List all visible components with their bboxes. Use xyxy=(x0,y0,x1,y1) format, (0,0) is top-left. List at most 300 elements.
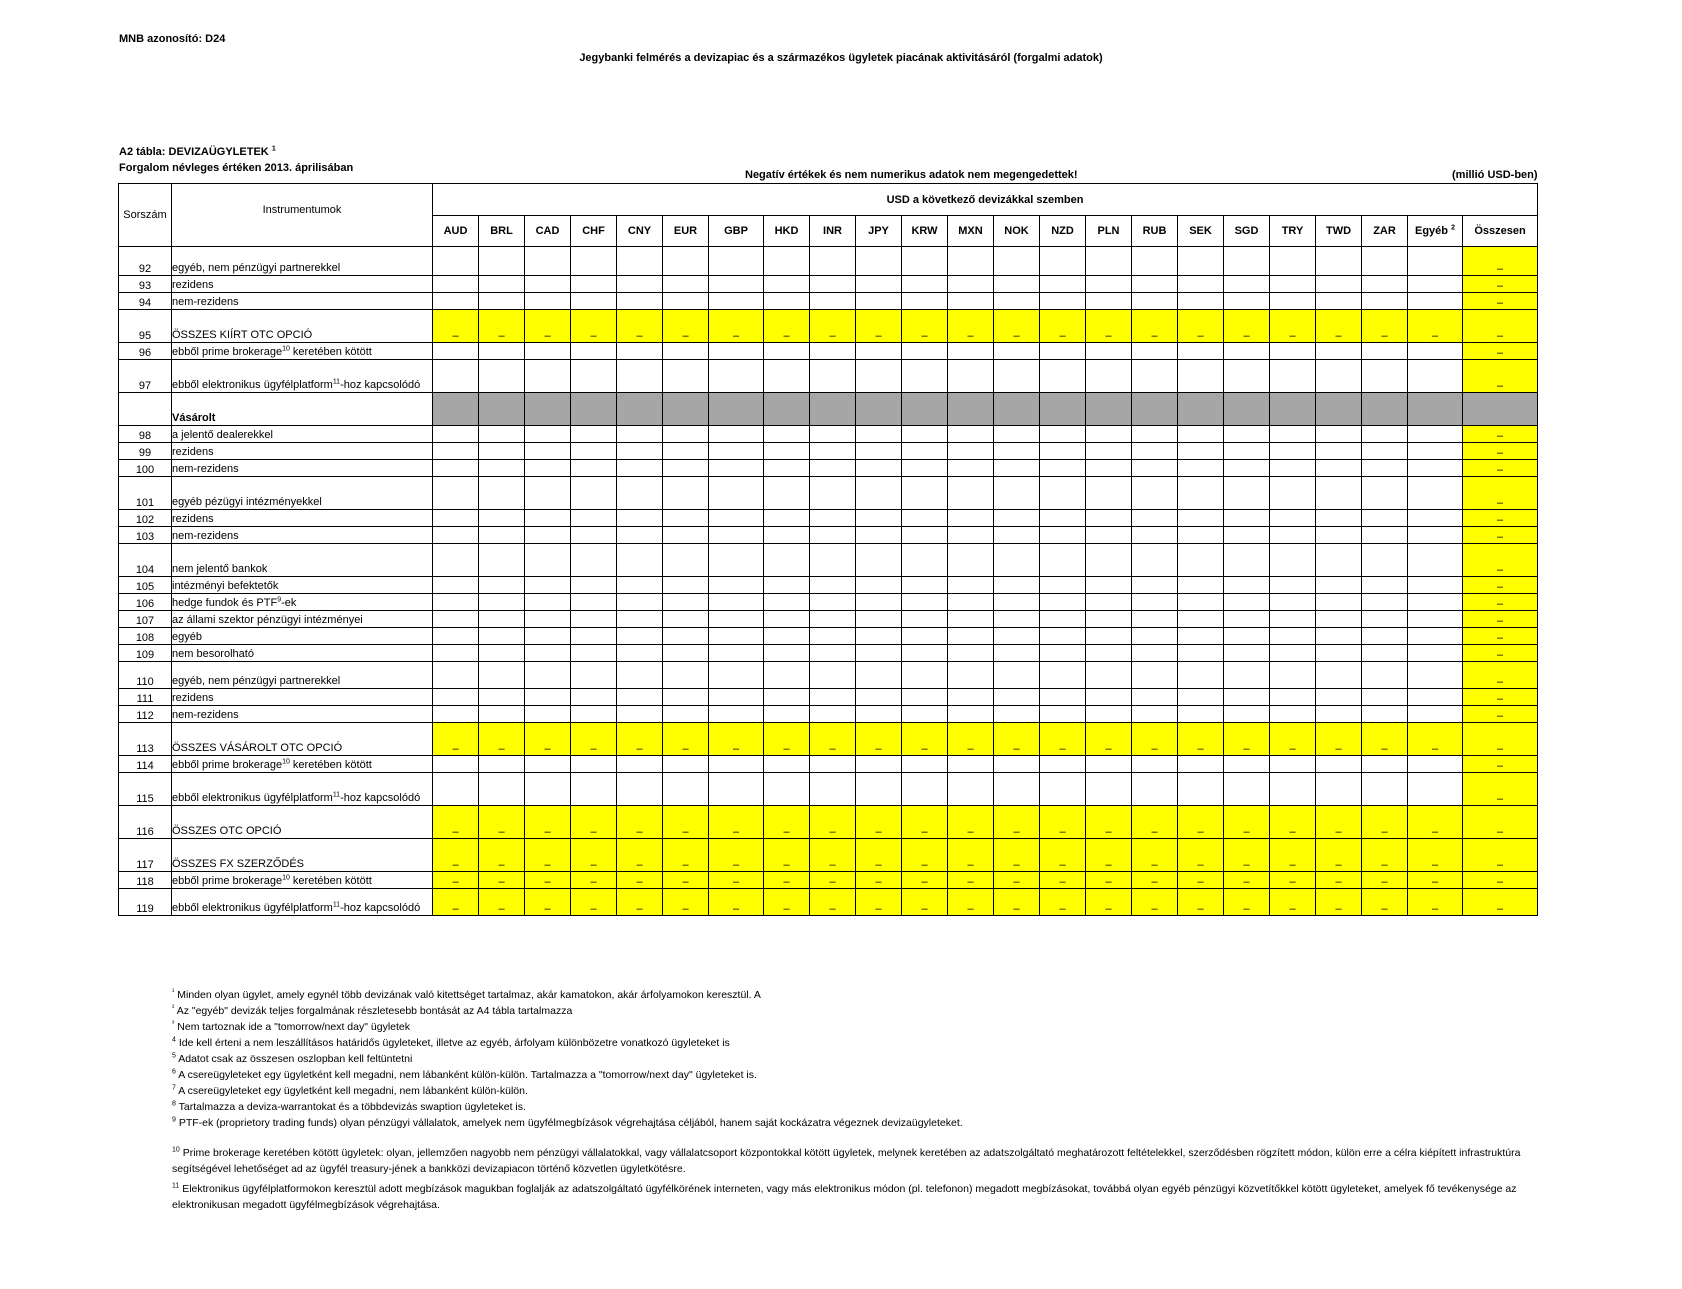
input-cell[interactable] xyxy=(1362,662,1408,689)
input-cell[interactable] xyxy=(948,477,994,510)
input-cell[interactable] xyxy=(856,706,902,723)
input-cell[interactable] xyxy=(433,443,479,460)
input-cell[interactable] xyxy=(525,527,571,544)
input-cell[interactable] xyxy=(571,544,617,577)
input-cell[interactable] xyxy=(1362,527,1408,544)
input-cell[interactable] xyxy=(1132,611,1178,628)
input-cell[interactable] xyxy=(709,460,764,477)
input-cell[interactable] xyxy=(1408,594,1463,611)
input-cell[interactable] xyxy=(764,360,810,393)
input-cell[interactable] xyxy=(617,662,663,689)
input-cell[interactable] xyxy=(709,343,764,360)
input-cell[interactable] xyxy=(479,706,525,723)
input-cell[interactable] xyxy=(1316,360,1362,393)
input-cell[interactable] xyxy=(856,689,902,706)
input-cell[interactable] xyxy=(856,628,902,645)
input-cell[interactable] xyxy=(994,276,1040,293)
input-cell[interactable] xyxy=(764,247,810,276)
input-cell[interactable] xyxy=(1362,360,1408,393)
input-cell[interactable] xyxy=(663,662,709,689)
input-cell[interactable] xyxy=(902,706,948,723)
input-cell[interactable] xyxy=(525,343,571,360)
input-cell[interactable] xyxy=(1362,645,1408,662)
input-cell[interactable] xyxy=(1270,689,1316,706)
input-cell[interactable] xyxy=(663,611,709,628)
input-cell[interactable] xyxy=(1086,628,1132,645)
input-cell[interactable] xyxy=(709,756,764,773)
input-cell[interactable] xyxy=(1224,426,1270,443)
input-cell[interactable] xyxy=(1086,360,1132,393)
input-cell[interactable] xyxy=(571,527,617,544)
input-cell[interactable] xyxy=(709,510,764,527)
input-cell[interactable] xyxy=(856,577,902,594)
input-cell[interactable] xyxy=(1270,360,1316,393)
input-cell[interactable] xyxy=(1178,628,1224,645)
input-cell[interactable] xyxy=(709,443,764,460)
input-cell[interactable] xyxy=(902,577,948,594)
input-cell[interactable] xyxy=(1224,527,1270,544)
input-cell[interactable] xyxy=(1040,247,1086,276)
input-cell[interactable] xyxy=(1316,756,1362,773)
input-cell[interactable] xyxy=(1178,443,1224,460)
input-cell[interactable] xyxy=(902,247,948,276)
input-cell[interactable] xyxy=(764,662,810,689)
input-cell[interactable] xyxy=(1086,426,1132,443)
input-cell[interactable] xyxy=(663,773,709,806)
input-cell[interactable] xyxy=(902,689,948,706)
input-cell[interactable] xyxy=(1132,756,1178,773)
input-cell[interactable] xyxy=(948,247,994,276)
input-cell[interactable] xyxy=(856,662,902,689)
input-cell[interactable] xyxy=(479,645,525,662)
input-cell[interactable] xyxy=(902,594,948,611)
input-cell[interactable] xyxy=(709,426,764,443)
input-cell[interactable] xyxy=(571,662,617,689)
input-cell[interactable] xyxy=(902,611,948,628)
input-cell[interactable] xyxy=(479,460,525,477)
input-cell[interactable] xyxy=(1408,460,1463,477)
input-cell[interactable] xyxy=(709,247,764,276)
input-cell[interactable] xyxy=(479,756,525,773)
input-cell[interactable] xyxy=(433,611,479,628)
input-cell[interactable] xyxy=(525,460,571,477)
input-cell[interactable] xyxy=(1224,577,1270,594)
input-cell[interactable] xyxy=(1316,343,1362,360)
input-cell[interactable] xyxy=(663,628,709,645)
input-cell[interactable] xyxy=(902,628,948,645)
input-cell[interactable] xyxy=(1178,577,1224,594)
input-cell[interactable] xyxy=(1040,689,1086,706)
input-cell[interactable] xyxy=(856,343,902,360)
input-cell[interactable] xyxy=(810,247,856,276)
input-cell[interactable] xyxy=(479,527,525,544)
input-cell[interactable] xyxy=(948,662,994,689)
input-cell[interactable] xyxy=(525,756,571,773)
input-cell[interactable] xyxy=(663,510,709,527)
input-cell[interactable] xyxy=(479,477,525,510)
input-cell[interactable] xyxy=(617,773,663,806)
input-cell[interactable] xyxy=(764,510,810,527)
input-cell[interactable] xyxy=(1408,706,1463,723)
input-cell[interactable] xyxy=(1270,293,1316,310)
input-cell[interactable] xyxy=(433,628,479,645)
input-cell[interactable] xyxy=(571,689,617,706)
input-cell[interactable] xyxy=(1132,510,1178,527)
input-cell[interactable] xyxy=(902,343,948,360)
input-cell[interactable] xyxy=(1362,773,1408,806)
input-cell[interactable] xyxy=(856,544,902,577)
input-cell[interactable] xyxy=(663,443,709,460)
input-cell[interactable] xyxy=(856,756,902,773)
input-cell[interactable] xyxy=(1178,689,1224,706)
input-cell[interactable] xyxy=(902,662,948,689)
input-cell[interactable] xyxy=(948,544,994,577)
input-cell[interactable] xyxy=(709,706,764,723)
input-cell[interactable] xyxy=(810,477,856,510)
input-cell[interactable] xyxy=(617,706,663,723)
input-cell[interactable] xyxy=(1316,460,1362,477)
input-cell[interactable] xyxy=(764,577,810,594)
input-cell[interactable] xyxy=(1132,247,1178,276)
input-cell[interactable] xyxy=(1224,756,1270,773)
input-cell[interactable] xyxy=(1040,477,1086,510)
input-cell[interactable] xyxy=(1362,706,1408,723)
input-cell[interactable] xyxy=(433,460,479,477)
input-cell[interactable] xyxy=(1270,756,1316,773)
input-cell[interactable] xyxy=(856,360,902,393)
input-cell[interactable] xyxy=(1224,689,1270,706)
input-cell[interactable] xyxy=(810,773,856,806)
input-cell[interactable] xyxy=(1362,293,1408,310)
input-cell[interactable] xyxy=(810,611,856,628)
input-cell[interactable] xyxy=(663,689,709,706)
input-cell[interactable] xyxy=(709,293,764,310)
input-cell[interactable] xyxy=(1408,544,1463,577)
input-cell[interactable] xyxy=(810,343,856,360)
input-cell[interactable] xyxy=(764,594,810,611)
input-cell[interactable] xyxy=(1408,662,1463,689)
input-cell[interactable] xyxy=(948,756,994,773)
input-cell[interactable] xyxy=(663,293,709,310)
input-cell[interactable] xyxy=(433,426,479,443)
input-cell[interactable] xyxy=(1224,645,1270,662)
input-cell[interactable] xyxy=(433,477,479,510)
input-cell[interactable] xyxy=(1086,293,1132,310)
input-cell[interactable] xyxy=(479,443,525,460)
input-cell[interactable] xyxy=(1270,510,1316,527)
input-cell[interactable] xyxy=(1132,594,1178,611)
input-cell[interactable] xyxy=(663,706,709,723)
input-cell[interactable] xyxy=(663,577,709,594)
input-cell[interactable] xyxy=(1224,276,1270,293)
input-cell[interactable] xyxy=(810,645,856,662)
input-cell[interactable] xyxy=(856,611,902,628)
input-cell[interactable] xyxy=(571,756,617,773)
input-cell[interactable] xyxy=(617,689,663,706)
input-cell[interactable] xyxy=(856,460,902,477)
input-cell[interactable] xyxy=(1224,773,1270,806)
input-cell[interactable] xyxy=(764,628,810,645)
input-cell[interactable] xyxy=(856,477,902,510)
input-cell[interactable] xyxy=(1362,247,1408,276)
input-cell[interactable] xyxy=(1178,645,1224,662)
input-cell[interactable] xyxy=(994,360,1040,393)
input-cell[interactable] xyxy=(1316,706,1362,723)
input-cell[interactable] xyxy=(994,510,1040,527)
input-cell[interactable] xyxy=(810,594,856,611)
input-cell[interactable] xyxy=(525,293,571,310)
input-cell[interactable] xyxy=(571,276,617,293)
input-cell[interactable] xyxy=(433,343,479,360)
input-cell[interactable] xyxy=(994,247,1040,276)
input-cell[interactable] xyxy=(1132,460,1178,477)
input-cell[interactable] xyxy=(1224,594,1270,611)
input-cell[interactable] xyxy=(856,443,902,460)
input-cell[interactable] xyxy=(902,460,948,477)
input-cell[interactable] xyxy=(525,773,571,806)
input-cell[interactable] xyxy=(994,689,1040,706)
input-cell[interactable] xyxy=(479,247,525,276)
input-cell[interactable] xyxy=(810,426,856,443)
input-cell[interactable] xyxy=(1040,276,1086,293)
input-cell[interactable] xyxy=(1132,706,1178,723)
input-cell[interactable] xyxy=(525,276,571,293)
input-cell[interactable] xyxy=(1270,426,1316,443)
input-cell[interactable] xyxy=(663,343,709,360)
input-cell[interactable] xyxy=(617,645,663,662)
input-cell[interactable] xyxy=(663,276,709,293)
input-cell[interactable] xyxy=(1086,662,1132,689)
input-cell[interactable] xyxy=(1132,645,1178,662)
input-cell[interactable] xyxy=(1132,527,1178,544)
input-cell[interactable] xyxy=(994,628,1040,645)
input-cell[interactable] xyxy=(663,527,709,544)
input-cell[interactable] xyxy=(433,527,479,544)
input-cell[interactable] xyxy=(1408,756,1463,773)
input-cell[interactable] xyxy=(525,594,571,611)
input-cell[interactable] xyxy=(1132,689,1178,706)
input-cell[interactable] xyxy=(571,628,617,645)
input-cell[interactable] xyxy=(1316,611,1362,628)
input-cell[interactable] xyxy=(525,645,571,662)
input-cell[interactable] xyxy=(1362,756,1408,773)
input-cell[interactable] xyxy=(525,360,571,393)
input-cell[interactable] xyxy=(617,527,663,544)
input-cell[interactable] xyxy=(902,773,948,806)
input-cell[interactable] xyxy=(1086,527,1132,544)
input-cell[interactable] xyxy=(764,443,810,460)
input-cell[interactable] xyxy=(709,544,764,577)
input-cell[interactable] xyxy=(1178,594,1224,611)
input-cell[interactable] xyxy=(1316,628,1362,645)
input-cell[interactable] xyxy=(1408,689,1463,706)
input-cell[interactable] xyxy=(1270,611,1316,628)
input-cell[interactable] xyxy=(948,527,994,544)
input-cell[interactable] xyxy=(1362,443,1408,460)
input-cell[interactable] xyxy=(479,773,525,806)
input-cell[interactable] xyxy=(571,460,617,477)
input-cell[interactable] xyxy=(902,276,948,293)
input-cell[interactable] xyxy=(810,276,856,293)
input-cell[interactable] xyxy=(1040,662,1086,689)
input-cell[interactable] xyxy=(1086,276,1132,293)
input-cell[interactable] xyxy=(1270,662,1316,689)
input-cell[interactable] xyxy=(902,293,948,310)
input-cell[interactable] xyxy=(856,426,902,443)
input-cell[interactable] xyxy=(1224,477,1270,510)
input-cell[interactable] xyxy=(994,756,1040,773)
input-cell[interactable] xyxy=(948,645,994,662)
input-cell[interactable] xyxy=(994,426,1040,443)
input-cell[interactable] xyxy=(709,594,764,611)
input-cell[interactable] xyxy=(1362,544,1408,577)
input-cell[interactable] xyxy=(479,276,525,293)
input-cell[interactable] xyxy=(617,611,663,628)
input-cell[interactable] xyxy=(764,773,810,806)
input-cell[interactable] xyxy=(948,276,994,293)
input-cell[interactable] xyxy=(1224,360,1270,393)
input-cell[interactable] xyxy=(1040,611,1086,628)
input-cell[interactable] xyxy=(1224,628,1270,645)
input-cell[interactable] xyxy=(948,460,994,477)
input-cell[interactable] xyxy=(948,628,994,645)
input-cell[interactable] xyxy=(764,544,810,577)
input-cell[interactable] xyxy=(1224,510,1270,527)
input-cell[interactable] xyxy=(1408,293,1463,310)
input-cell[interactable] xyxy=(1270,645,1316,662)
input-cell[interactable] xyxy=(1270,276,1316,293)
input-cell[interactable] xyxy=(764,276,810,293)
input-cell[interactable] xyxy=(1316,293,1362,310)
input-cell[interactable] xyxy=(1362,426,1408,443)
input-cell[interactable] xyxy=(1408,276,1463,293)
input-cell[interactable] xyxy=(948,611,994,628)
input-cell[interactable] xyxy=(1316,773,1362,806)
input-cell[interactable] xyxy=(1224,611,1270,628)
input-cell[interactable] xyxy=(1224,662,1270,689)
input-cell[interactable] xyxy=(571,611,617,628)
input-cell[interactable] xyxy=(994,293,1040,310)
input-cell[interactable] xyxy=(994,594,1040,611)
input-cell[interactable] xyxy=(1086,611,1132,628)
input-cell[interactable] xyxy=(994,645,1040,662)
input-cell[interactable] xyxy=(709,645,764,662)
input-cell[interactable] xyxy=(1224,443,1270,460)
input-cell[interactable] xyxy=(948,510,994,527)
input-cell[interactable] xyxy=(1086,247,1132,276)
input-cell[interactable] xyxy=(1362,611,1408,628)
input-cell[interactable] xyxy=(617,343,663,360)
input-cell[interactable] xyxy=(1178,276,1224,293)
input-cell[interactable] xyxy=(663,477,709,510)
input-cell[interactable] xyxy=(1086,689,1132,706)
input-cell[interactable] xyxy=(663,594,709,611)
input-cell[interactable] xyxy=(1086,343,1132,360)
input-cell[interactable] xyxy=(709,773,764,806)
input-cell[interactable] xyxy=(571,293,617,310)
input-cell[interactable] xyxy=(479,426,525,443)
input-cell[interactable] xyxy=(994,611,1040,628)
input-cell[interactable] xyxy=(663,426,709,443)
input-cell[interactable] xyxy=(994,544,1040,577)
input-cell[interactable] xyxy=(1178,756,1224,773)
input-cell[interactable] xyxy=(856,645,902,662)
input-cell[interactable] xyxy=(764,756,810,773)
input-cell[interactable] xyxy=(433,706,479,723)
input-cell[interactable] xyxy=(479,510,525,527)
input-cell[interactable] xyxy=(1316,645,1362,662)
input-cell[interactable] xyxy=(994,343,1040,360)
input-cell[interactable] xyxy=(525,689,571,706)
input-cell[interactable] xyxy=(525,247,571,276)
input-cell[interactable] xyxy=(1040,594,1086,611)
input-cell[interactable] xyxy=(525,443,571,460)
input-cell[interactable] xyxy=(1270,477,1316,510)
input-cell[interactable] xyxy=(433,689,479,706)
input-cell[interactable] xyxy=(1132,343,1178,360)
input-cell[interactable] xyxy=(571,645,617,662)
input-cell[interactable] xyxy=(479,577,525,594)
input-cell[interactable] xyxy=(1316,662,1362,689)
input-cell[interactable] xyxy=(433,662,479,689)
input-cell[interactable] xyxy=(856,293,902,310)
input-cell[interactable] xyxy=(617,276,663,293)
input-cell[interactable] xyxy=(1270,773,1316,806)
input-cell[interactable] xyxy=(1270,343,1316,360)
input-cell[interactable] xyxy=(571,426,617,443)
input-cell[interactable] xyxy=(1362,343,1408,360)
input-cell[interactable] xyxy=(1408,343,1463,360)
input-cell[interactable] xyxy=(764,527,810,544)
input-cell[interactable] xyxy=(663,544,709,577)
input-cell[interactable] xyxy=(1086,510,1132,527)
input-cell[interactable] xyxy=(709,477,764,510)
input-cell[interactable] xyxy=(433,594,479,611)
input-cell[interactable] xyxy=(1224,343,1270,360)
input-cell[interactable] xyxy=(1178,293,1224,310)
input-cell[interactable] xyxy=(1086,477,1132,510)
input-cell[interactable] xyxy=(1132,443,1178,460)
input-cell[interactable] xyxy=(994,527,1040,544)
input-cell[interactable] xyxy=(525,510,571,527)
input-cell[interactable] xyxy=(1086,577,1132,594)
input-cell[interactable] xyxy=(902,527,948,544)
input-cell[interactable] xyxy=(1362,276,1408,293)
input-cell[interactable] xyxy=(856,773,902,806)
input-cell[interactable] xyxy=(1270,527,1316,544)
input-cell[interactable] xyxy=(764,645,810,662)
input-cell[interactable] xyxy=(1040,577,1086,594)
input-cell[interactable] xyxy=(948,773,994,806)
input-cell[interactable] xyxy=(810,628,856,645)
input-cell[interactable] xyxy=(1316,426,1362,443)
input-cell[interactable] xyxy=(479,689,525,706)
input-cell[interactable] xyxy=(571,247,617,276)
input-cell[interactable] xyxy=(1316,276,1362,293)
input-cell[interactable] xyxy=(1132,360,1178,393)
input-cell[interactable] xyxy=(902,645,948,662)
input-cell[interactable] xyxy=(764,293,810,310)
input-cell[interactable] xyxy=(1178,611,1224,628)
input-cell[interactable] xyxy=(1316,689,1362,706)
input-cell[interactable] xyxy=(948,443,994,460)
input-cell[interactable] xyxy=(810,443,856,460)
input-cell[interactable] xyxy=(617,293,663,310)
input-cell[interactable] xyxy=(479,544,525,577)
input-cell[interactable] xyxy=(617,628,663,645)
input-cell[interactable] xyxy=(1178,706,1224,723)
input-cell[interactable] xyxy=(1362,510,1408,527)
